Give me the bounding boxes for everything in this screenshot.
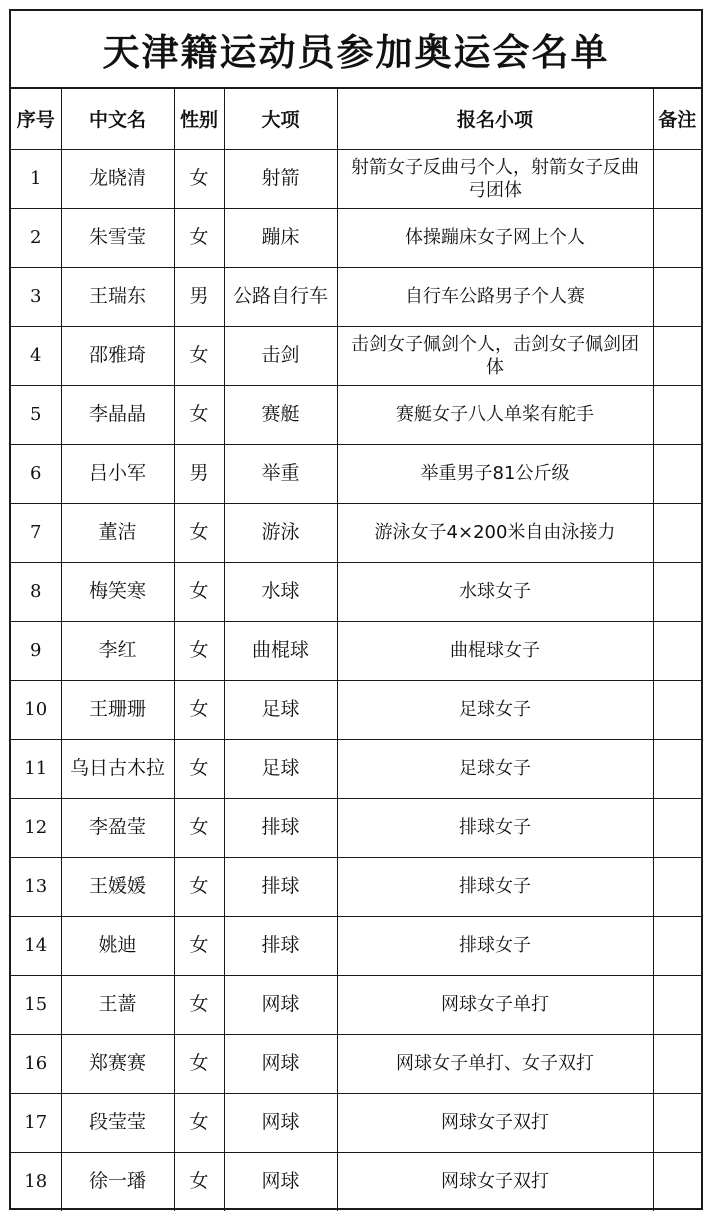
table-row: [11, 503, 701, 562]
cell-sport: 射箭: [224, 149, 337, 208]
cell-events: 排球女子: [337, 916, 653, 975]
cell-sport: 网球: [224, 1093, 337, 1152]
cell-name: 朱雪莹: [61, 208, 174, 267]
cell-gender: 女: [174, 326, 224, 385]
table-row: [11, 739, 701, 798]
cell-index: 2: [11, 208, 61, 267]
cell-sport: 排球: [224, 798, 337, 857]
cell-gender: 女: [174, 1152, 224, 1211]
cell-name: 吕小军: [61, 444, 174, 503]
header-sport: 大项: [224, 89, 337, 149]
cell-gender: 男: [174, 267, 224, 326]
cell-remark: [653, 149, 701, 208]
cell-sport: 赛艇: [224, 385, 337, 444]
cell-gender: 女: [174, 621, 224, 680]
cell-events: 自行车公路男子个人赛: [337, 267, 653, 326]
cell-gender: 女: [174, 798, 224, 857]
cell-gender: 女: [174, 739, 224, 798]
cell-index: 15: [11, 975, 61, 1034]
cell-sport: 曲棍球: [224, 621, 337, 680]
cell-events: 网球女子单打、女子双打: [337, 1034, 653, 1093]
cell-sport: 排球: [224, 916, 337, 975]
cell-gender: 女: [174, 562, 224, 621]
cell-events: 射箭女子反曲弓个人，射箭女子反曲弓团体: [337, 149, 653, 208]
cell-gender: 女: [174, 1034, 224, 1093]
cell-gender: 女: [174, 975, 224, 1034]
cell-sport: 足球: [224, 680, 337, 739]
cell-events: 曲棍球女子: [337, 621, 653, 680]
cell-sport: 水球: [224, 562, 337, 621]
cell-remark: [653, 503, 701, 562]
cell-index: 6: [11, 444, 61, 503]
cell-index: 14: [11, 916, 61, 975]
cell-name: 郑赛赛: [61, 1034, 174, 1093]
cell-name: 龙晓清: [61, 149, 174, 208]
cell-events: 体操蹦床女子网上个人: [337, 208, 653, 267]
cell-remark: [653, 975, 701, 1034]
table-row: [11, 916, 701, 975]
cell-remark: [653, 916, 701, 975]
table-row: [11, 857, 701, 916]
cell-gender: 女: [174, 1093, 224, 1152]
cell-events: 赛艇女子八人单桨有舵手: [337, 385, 653, 444]
cell-events: 网球女子单打: [337, 975, 653, 1034]
cell-remark: [653, 326, 701, 385]
cell-name: 王蔷: [61, 975, 174, 1034]
cell-index: 13: [11, 857, 61, 916]
cell-name: 李盈莹: [61, 798, 174, 857]
header-chinese-name: 中文名: [61, 89, 174, 149]
cell-sport: 网球: [224, 1034, 337, 1093]
cell-gender: 女: [174, 916, 224, 975]
cell-name: 徐一璠: [61, 1152, 174, 1211]
cell-index: 18: [11, 1152, 61, 1211]
cell-events: 水球女子: [337, 562, 653, 621]
cell-index: 11: [11, 739, 61, 798]
cell-name: 董洁: [61, 503, 174, 562]
cell-name: 乌日古木拉: [61, 739, 174, 798]
cell-remark: [653, 798, 701, 857]
cell-name: 段莹莹: [61, 1093, 174, 1152]
table-row: [11, 208, 701, 267]
cell-name: 王珊珊: [61, 680, 174, 739]
cell-index: 8: [11, 562, 61, 621]
cell-sport: 举重: [224, 444, 337, 503]
table-row: [11, 1093, 701, 1152]
cell-remark: [653, 1093, 701, 1152]
table-row: [11, 267, 701, 326]
cell-index: 12: [11, 798, 61, 857]
cell-events: 足球女子: [337, 680, 653, 739]
cell-name: 邵雅琦: [61, 326, 174, 385]
cell-name: 王媛媛: [61, 857, 174, 916]
table-header-row: [11, 89, 701, 149]
cell-remark: [653, 208, 701, 267]
header-events: 报名小项: [337, 89, 653, 149]
cell-index: 4: [11, 326, 61, 385]
table-row: [11, 1152, 701, 1211]
cell-name: 梅笑寒: [61, 562, 174, 621]
cell-events: 网球女子双打: [337, 1152, 653, 1211]
cell-events: 游泳女子4×200米自由泳接力: [337, 503, 653, 562]
athlete-table: [11, 89, 701, 1211]
document-title: 天津籍运动员参加奥运会名单: [11, 11, 701, 89]
table-row: [11, 385, 701, 444]
cell-index: 9: [11, 621, 61, 680]
cell-remark: [653, 385, 701, 444]
cell-gender: 男: [174, 444, 224, 503]
table-row: [11, 562, 701, 621]
cell-gender: 女: [174, 857, 224, 916]
cell-events: 举重男子81公斤级: [337, 444, 653, 503]
cell-sport: 排球: [224, 857, 337, 916]
cell-index: 5: [11, 385, 61, 444]
cell-sport: 网球: [224, 1152, 337, 1211]
cell-events: 排球女子: [337, 798, 653, 857]
cell-gender: 女: [174, 208, 224, 267]
cell-remark: [653, 621, 701, 680]
cell-sport: 网球: [224, 975, 337, 1034]
cell-events: 击剑女子佩剑个人，击剑女子佩剑团体: [337, 326, 653, 385]
cell-index: 16: [11, 1034, 61, 1093]
table-row: [11, 680, 701, 739]
cell-events: 足球女子: [337, 739, 653, 798]
cell-sport: 击剑: [224, 326, 337, 385]
header-gender: 性别: [174, 89, 224, 149]
cell-remark: [653, 444, 701, 503]
table-row: [11, 975, 701, 1034]
cell-index: 10: [11, 680, 61, 739]
cell-name: 王瑞东: [61, 267, 174, 326]
cell-sport: 蹦床: [224, 208, 337, 267]
cell-remark: [653, 562, 701, 621]
cell-gender: 女: [174, 149, 224, 208]
cell-name: 姚迪: [61, 916, 174, 975]
cell-sport: 公路自行车: [224, 267, 337, 326]
cell-remark: [653, 680, 701, 739]
cell-events: 网球女子双打: [337, 1093, 653, 1152]
cell-index: 3: [11, 267, 61, 326]
header-remark: 备注: [653, 89, 701, 149]
table-row: [11, 149, 701, 208]
cell-index: 1: [11, 149, 61, 208]
table-row: [11, 444, 701, 503]
cell-index: 17: [11, 1093, 61, 1152]
cell-remark: [653, 267, 701, 326]
cell-gender: 女: [174, 680, 224, 739]
table-row: [11, 1034, 701, 1093]
cell-remark: [653, 857, 701, 916]
cell-sport: 足球: [224, 739, 337, 798]
athlete-list-document: [9, 9, 703, 1210]
cell-index: 7: [11, 503, 61, 562]
table-row: [11, 798, 701, 857]
cell-name: 李红: [61, 621, 174, 680]
cell-gender: 女: [174, 385, 224, 444]
table-row: [11, 621, 701, 680]
table-row: [11, 326, 701, 385]
cell-remark: [653, 1152, 701, 1211]
cell-remark: [653, 1034, 701, 1093]
cell-events: 排球女子: [337, 857, 653, 916]
cell-sport: 游泳: [224, 503, 337, 562]
cell-name: 李晶晶: [61, 385, 174, 444]
cell-gender: 女: [174, 503, 224, 562]
header-index: 序号: [11, 89, 61, 149]
cell-remark: [653, 739, 701, 798]
